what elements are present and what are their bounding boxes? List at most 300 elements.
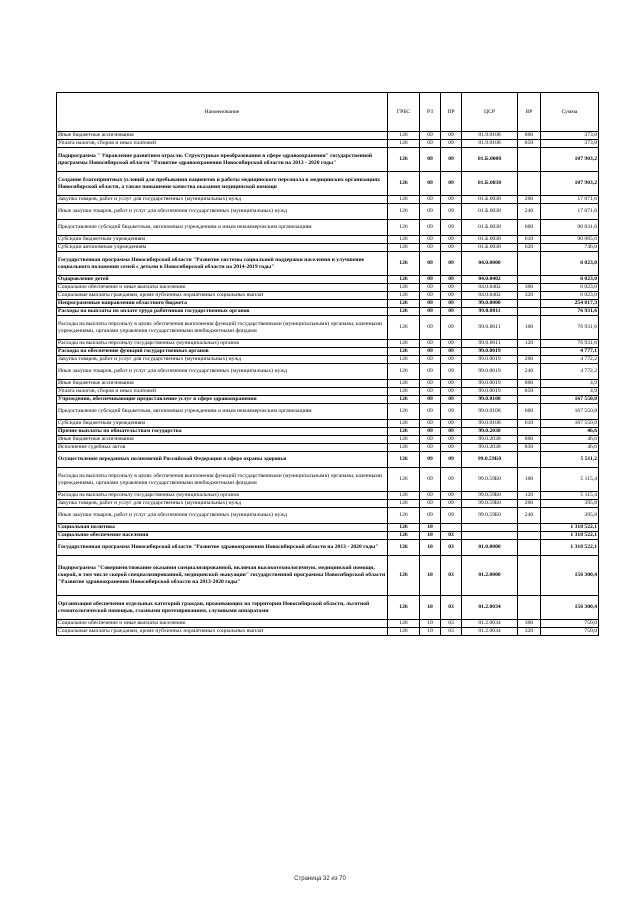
row-vr	[518, 348, 541, 356]
row-rz: 09	[420, 340, 441, 348]
row-grbs: 126	[388, 444, 420, 452]
row-csr: 01.2.0034	[462, 620, 518, 628]
table-row	[57, 404, 599, 420]
table-row	[57, 596, 599, 620]
table-row	[57, 172, 599, 196]
row-vr	[518, 428, 541, 436]
row-csr: 01.2.0000	[462, 556, 518, 596]
row-pr: 09	[441, 140, 462, 148]
table-row	[57, 292, 599, 300]
page-number: Страница 32 из 70	[294, 876, 346, 882]
table-row	[57, 508, 599, 524]
row-csr: 01.Б.0038	[462, 244, 518, 252]
row-rz: 09	[420, 508, 441, 524]
table-row	[57, 148, 599, 172]
table-row	[57, 308, 599, 316]
row-sum: 156 300,4	[541, 596, 599, 620]
row-sum: 746,0	[541, 244, 599, 252]
row-pr: 09	[441, 244, 462, 252]
row-rz: 10	[420, 596, 441, 620]
table-row	[57, 444, 599, 452]
row-csr: 99.0.0019	[462, 348, 518, 356]
row-rz: 09	[420, 500, 441, 508]
row-csr	[462, 524, 518, 532]
row-name: Осуществление переданных полномочий Российской Федерации в сфере охраны здоровья	[57, 452, 388, 468]
row-sum: 4 772,2	[541, 364, 599, 380]
row-rz: 10	[420, 628, 441, 636]
row-csr: 01.2.0034	[462, 628, 518, 636]
row-rz: 09	[420, 284, 441, 292]
row-rz: 09	[420, 196, 441, 204]
row-sum: 373,8	[541, 132, 599, 140]
row-grbs: 126	[388, 524, 420, 532]
row-name: Расходы на обеспечение функций государственных органов	[57, 348, 388, 356]
row-sum: 6 023,0	[541, 276, 599, 284]
row-rz: 09	[420, 428, 441, 436]
table-header-row	[57, 93, 599, 132]
row-csr: 99.0.2038	[462, 444, 518, 452]
row-vr: 200	[518, 500, 541, 508]
row-grbs: 126	[388, 132, 420, 140]
row-csr: 01.0.0000	[462, 540, 518, 556]
row-rz: 09	[420, 244, 441, 252]
row-name: Закупка товаров, работ и услуг для государственных (муниципальных) нужд	[57, 196, 388, 204]
row-csr: 01.Б.0038	[462, 236, 518, 244]
row-pr: 09	[441, 436, 462, 444]
row-vr	[518, 252, 541, 276]
table-row	[57, 452, 599, 468]
row-vr	[518, 308, 541, 316]
row-vr: 240	[518, 204, 541, 220]
row-pr: 09	[441, 396, 462, 404]
row-sum: 6 023,0	[541, 252, 599, 276]
row-vr: 600	[518, 220, 541, 236]
row-pr: 09	[441, 284, 462, 292]
table-row	[57, 356, 599, 364]
row-csr	[462, 532, 518, 540]
table-row	[57, 220, 599, 236]
row-name: Иные закупки товаров, работ и услуг для обеспечения государственных (муниципальных) нужд	[57, 508, 388, 524]
table-row	[57, 524, 599, 532]
row-csr: 99.0.0108	[462, 396, 518, 404]
row-pr: 09	[441, 196, 462, 204]
row-pr: 09	[441, 420, 462, 428]
row-pr: 09	[441, 500, 462, 508]
row-grbs: 126	[388, 300, 420, 308]
row-name: Субсидии бюджетным учреждениям	[57, 420, 388, 428]
row-sum: 6 023,0	[541, 284, 599, 292]
row-pr: 09	[441, 508, 462, 524]
row-name: Непрограммные направления областного бюджета	[57, 300, 388, 308]
row-sum: 373,8	[541, 140, 599, 148]
row-vr: 300	[518, 620, 541, 628]
row-csr: 04.0.0402	[462, 284, 518, 292]
row-pr: 03	[441, 620, 462, 628]
row-vr	[518, 596, 541, 620]
row-grbs: 126	[388, 172, 420, 196]
row-rz: 09	[420, 396, 441, 404]
row-grbs: 126	[388, 236, 420, 244]
row-rz: 09	[420, 148, 441, 172]
row-sum: 254 817,3	[541, 300, 599, 308]
row-grbs: 126	[388, 628, 420, 636]
row-name: Иные закупки товаров, работ и услуг для обеспечения государственных (муниципальных) нужд	[57, 364, 388, 380]
row-vr: 120	[518, 340, 541, 348]
table-row	[57, 628, 599, 636]
row-name: Подпрограмма "Совершенствование оказания специализированной, включая высокотехнологичную, медицинской помощи, скорой, в том числе скорой специализированной, медицинской эвакуации" государственной программы Новосибирской области "Развитие здравоохранения Новосибирской области на 2013-2020 годы"	[57, 556, 388, 596]
row-pr: 09	[441, 308, 462, 316]
row-csr: 01.Б.0038	[462, 172, 518, 196]
row-rz: 09	[420, 252, 441, 276]
row-vr	[518, 172, 541, 196]
table-row	[57, 348, 599, 356]
row-csr: 99.0.2038	[462, 428, 518, 436]
row-grbs: 126	[388, 420, 420, 428]
row-sum: 17 071,6	[541, 204, 599, 220]
row-pr: 03	[441, 596, 462, 620]
row-vr: 120	[518, 492, 541, 500]
row-grbs: 126	[388, 540, 420, 556]
row-vr: 850	[518, 140, 541, 148]
row-grbs: 126	[388, 468, 420, 492]
table-row	[57, 140, 599, 148]
row-csr: 99.0.59Б0	[462, 508, 518, 524]
row-vr	[518, 524, 541, 532]
row-pr: 09	[441, 492, 462, 500]
row-sum: 76 931,6	[541, 308, 599, 316]
row-pr: 09	[441, 348, 462, 356]
row-pr: 09	[441, 276, 462, 284]
row-pr: 09	[441, 340, 462, 348]
row-grbs: 126	[388, 452, 420, 468]
table-row	[57, 132, 599, 140]
table-body	[57, 132, 599, 636]
row-sum: 4,9	[541, 388, 599, 396]
row-csr: 99.0.0108	[462, 404, 518, 420]
row-vr: 610	[518, 236, 541, 244]
row-rz: 09	[420, 316, 441, 340]
row-name: Расходы на выплаты персоналу государственных (муниципальных) органов	[57, 492, 388, 500]
table-row	[57, 540, 599, 556]
row-rz: 10	[420, 540, 441, 556]
row-grbs: 126	[388, 284, 420, 292]
row-vr: 620	[518, 244, 541, 252]
row-name: Оздоровление детей	[57, 276, 388, 284]
row-rz: 09	[420, 308, 441, 316]
row-name: Уплата налогов, сборов и иных платежей	[57, 140, 388, 148]
row-grbs: 126	[388, 340, 420, 348]
row-grbs: 126	[388, 492, 420, 500]
budget-table	[56, 92, 599, 636]
row-vr: 200	[518, 356, 541, 364]
table-row	[57, 620, 599, 628]
row-name: Социальное обеспечение и иные выплаты населению	[57, 284, 388, 292]
row-grbs: 126	[388, 252, 420, 276]
row-rz: 09	[420, 356, 441, 364]
row-grbs: 126	[388, 508, 420, 524]
row-name: Иные закупки товаров, работ и услуг для обеспечения государственных (муниципальных) нужд	[57, 204, 388, 220]
row-rz: 09	[420, 220, 441, 236]
row-rz: 09	[420, 364, 441, 380]
row-sum: 1 318 522,1	[541, 540, 599, 556]
row-rz: 10	[420, 524, 441, 532]
row-pr: 03	[441, 532, 462, 540]
row-grbs: 126	[388, 244, 420, 252]
row-csr: 99.0.0011	[462, 340, 518, 348]
row-rz: 10	[420, 556, 441, 596]
row-pr: 09	[441, 252, 462, 276]
header-vr: ВР	[518, 93, 541, 132]
table-row	[57, 236, 599, 244]
row-pr: 09	[441, 204, 462, 220]
row-sum: 90 085,6	[541, 236, 599, 244]
row-grbs: 126	[388, 348, 420, 356]
table-row	[57, 340, 599, 348]
row-pr: 03	[441, 556, 462, 596]
row-pr: 09	[441, 356, 462, 364]
row-grbs: 126	[388, 204, 420, 220]
row-csr: 01.Б.0000	[462, 148, 518, 172]
row-csr: 01.Б.0038	[462, 220, 518, 236]
row-sum: 167 550,8	[541, 420, 599, 428]
row-csr: 99.0.0019	[462, 356, 518, 364]
row-grbs: 126	[388, 140, 420, 148]
row-name: Уплата налогов, сборов и иных платежей	[57, 388, 388, 396]
row-csr: 01.Б.0038	[462, 196, 518, 204]
table-row	[57, 252, 599, 276]
row-vr	[518, 556, 541, 596]
row-rz: 09	[420, 420, 441, 428]
row-name: Расходы на выплаты по оплате труда работников государственных органов	[57, 308, 388, 316]
row-rz: 10	[420, 620, 441, 628]
row-pr: 09	[441, 380, 462, 388]
row-rz: 10	[420, 532, 441, 540]
row-sum: 107 903,2	[541, 172, 599, 196]
row-sum: 4 777,1	[541, 348, 599, 356]
header-pr: ПР	[441, 93, 462, 132]
row-pr: 03	[441, 540, 462, 556]
row-sum: 46,6	[541, 428, 599, 436]
header-rz: РЗ	[420, 93, 441, 132]
row-rz: 09	[420, 444, 441, 452]
row-rz: 09	[420, 204, 441, 220]
row-grbs: 126	[388, 148, 420, 172]
row-name: Государственная программа Новосибирской области "Развитие системы социальной поддержки населения и улучшение социального положения семей с детьми в Новосибирской области на 2014-2019 годы"	[57, 252, 388, 276]
row-csr: 99.0.0000	[462, 300, 518, 308]
row-grbs: 126	[388, 356, 420, 364]
table-row	[57, 500, 599, 508]
row-name: Прочие выплаты по обязательствам государства	[57, 428, 388, 436]
row-grbs: 126	[388, 428, 420, 436]
row-csr: 99.0.0019	[462, 380, 518, 388]
row-pr: 09	[441, 444, 462, 452]
row-grbs: 126	[388, 396, 420, 404]
row-name: Иные бюджетные ассигнования	[57, 132, 388, 140]
row-name: Государственная программа Новосибирской области "Развитие здравоохранения Новосибирской области на 2013 - 2020 годы"	[57, 540, 388, 556]
row-sum: 46,6	[541, 436, 599, 444]
row-name: Исполнение судебных актов	[57, 444, 388, 452]
row-vr: 300	[518, 284, 541, 292]
row-rz: 09	[420, 132, 441, 140]
row-rz: 09	[420, 404, 441, 420]
row-name: Создание благоприятных условий для пребывания пациентов и работы медицинского персонала в медицинских организациях Новосибирской области, а также повышение качества оказания медицинской помощи	[57, 172, 388, 196]
row-vr	[518, 300, 541, 308]
row-grbs: 126	[388, 532, 420, 540]
table-row	[57, 388, 599, 396]
row-csr: 04.0.0000	[462, 252, 518, 276]
row-name: Предоставление субсидий бюджетным, автономным учреждениям и иным некоммерческим организациям	[57, 220, 388, 236]
row-name: Социальные выплаты гражданам, кроме публичных нормативных социальных выплат	[57, 292, 388, 300]
row-name: Субсидии бюджетным учреждениям	[57, 236, 388, 244]
row-sum: 5 115,4	[541, 468, 599, 492]
row-sum: 1 318 522,1	[541, 532, 599, 540]
row-pr: 03	[441, 628, 462, 636]
row-vr	[518, 540, 541, 556]
row-sum: 5 511,2	[541, 452, 599, 468]
row-rz: 09	[420, 300, 441, 308]
row-csr: 01.Б.0038	[462, 204, 518, 220]
row-csr: 99.0.59Б0	[462, 452, 518, 468]
header-sum: Сумма	[541, 93, 599, 132]
row-pr: 09	[441, 172, 462, 196]
row-vr: 800	[518, 132, 541, 140]
row-sum: 395,8	[541, 508, 599, 524]
row-csr: 99.0.59Б0	[462, 468, 518, 492]
row-name: Закупка товаров, работ и услуг для государственных (муниципальных) нужд	[57, 356, 388, 364]
row-sum: 167 550,8	[541, 396, 599, 404]
row-sum: 46,6	[541, 444, 599, 452]
table-row	[57, 436, 599, 444]
row-name: Расходы на выплаты персоналу в целях обеспечения выполнения функций государственными (муниципальными) органами, казенными учреждениями, органами управления государственными внебюджетными фондами	[57, 316, 388, 340]
row-vr: 800	[518, 436, 541, 444]
row-vr	[518, 396, 541, 404]
row-rz: 09	[420, 348, 441, 356]
row-name: Социальная политика	[57, 524, 388, 532]
row-pr: 09	[441, 300, 462, 308]
row-pr: 09	[441, 148, 462, 172]
table-row	[57, 196, 599, 204]
row-grbs: 126	[388, 364, 420, 380]
row-sum: 395,8	[541, 500, 599, 508]
row-grbs: 126	[388, 436, 420, 444]
table-row	[57, 396, 599, 404]
row-csr: 99.0.2038	[462, 436, 518, 444]
row-pr: 09	[441, 236, 462, 244]
row-name: Социальное обеспечение населения	[57, 532, 388, 540]
row-pr: 09	[441, 292, 462, 300]
row-vr: 240	[518, 364, 541, 380]
row-rz: 09	[420, 452, 441, 468]
row-sum: 17 071,6	[541, 196, 599, 204]
row-vr: 100	[518, 468, 541, 492]
row-name: Социальные выплаты гражданам, кроме публичных нормативных социальных выплат	[57, 628, 388, 636]
header-grbs: ГРБС	[388, 93, 420, 132]
row-vr: 850	[518, 388, 541, 396]
row-sum: 76 931,6	[541, 340, 599, 348]
row-grbs: 126	[388, 388, 420, 396]
table-row	[57, 204, 599, 220]
row-name: Закупка товаров, работ и услуг для государственных (муниципальных) нужд	[57, 500, 388, 508]
row-grbs: 126	[388, 292, 420, 300]
row-grbs: 126	[388, 308, 420, 316]
row-pr	[441, 524, 462, 532]
row-csr: 01.9.0108	[462, 140, 518, 148]
table-row	[57, 468, 599, 492]
row-csr: 04.0.0402	[462, 276, 518, 284]
row-vr: 100	[518, 316, 541, 340]
table-row	[57, 420, 599, 428]
row-sum: 167 550,8	[541, 404, 599, 420]
table-row	[57, 276, 599, 284]
row-pr: 09	[441, 316, 462, 340]
row-vr	[518, 276, 541, 284]
table-row	[57, 532, 599, 540]
row-sum: 107 903,2	[541, 148, 599, 172]
row-pr: 09	[441, 132, 462, 140]
row-sum: 156 300,4	[541, 556, 599, 596]
row-sum: 750,0	[541, 620, 599, 628]
table-row	[57, 364, 599, 380]
row-rz: 09	[420, 140, 441, 148]
row-grbs: 126	[388, 316, 420, 340]
row-name: Иные бюджетные ассигнования	[57, 380, 388, 388]
row-csr: 99.0.0019	[462, 364, 518, 380]
row-vr: 320	[518, 628, 541, 636]
header-csr: ЦСР	[462, 93, 518, 132]
row-grbs: 126	[388, 380, 420, 388]
row-csr: 01.2.0034	[462, 596, 518, 620]
row-csr: 04.0.0402	[462, 292, 518, 300]
row-sum: 4,9	[541, 380, 599, 388]
row-grbs: 126	[388, 500, 420, 508]
row-vr	[518, 148, 541, 172]
row-rz: 09	[420, 468, 441, 492]
row-sum: 5 115,4	[541, 492, 599, 500]
row-grbs: 126	[388, 596, 420, 620]
row-grbs: 126	[388, 556, 420, 596]
row-grbs: 126	[388, 220, 420, 236]
row-rz: 09	[420, 236, 441, 244]
table-row	[57, 244, 599, 252]
row-vr	[518, 532, 541, 540]
row-rz: 09	[420, 292, 441, 300]
row-csr: 01.9.0108	[462, 132, 518, 140]
row-rz: 09	[420, 172, 441, 196]
row-name: Предоставление субсидий бюджетным, автономным учреждениям и иным некоммерческим организациям	[57, 404, 388, 420]
row-sum: 1 318 522,1	[541, 524, 599, 532]
row-name: Расходы на выплаты персоналу государственных (муниципальных) органов	[57, 340, 388, 348]
row-pr: 09	[441, 468, 462, 492]
row-sum: 90 831,6	[541, 220, 599, 236]
table-row	[57, 300, 599, 308]
header-name: Наименование	[57, 93, 388, 132]
row-rz: 09	[420, 380, 441, 388]
row-csr: 99.0.59Б0	[462, 500, 518, 508]
table-row	[57, 316, 599, 340]
row-pr: 09	[441, 388, 462, 396]
row-csr: 99.0.59Б0	[462, 492, 518, 500]
row-sum: 750,0	[541, 628, 599, 636]
row-grbs: 126	[388, 276, 420, 284]
row-vr: 800	[518, 380, 541, 388]
row-grbs: 126	[388, 404, 420, 420]
row-vr	[518, 452, 541, 468]
row-name: Учреждения, обеспечивающие предоставление услуг в сфере здравоохранения	[57, 396, 388, 404]
row-sum: 6 023,0	[541, 292, 599, 300]
table-row	[57, 284, 599, 292]
table-row	[57, 428, 599, 436]
row-rz: 09	[420, 276, 441, 284]
